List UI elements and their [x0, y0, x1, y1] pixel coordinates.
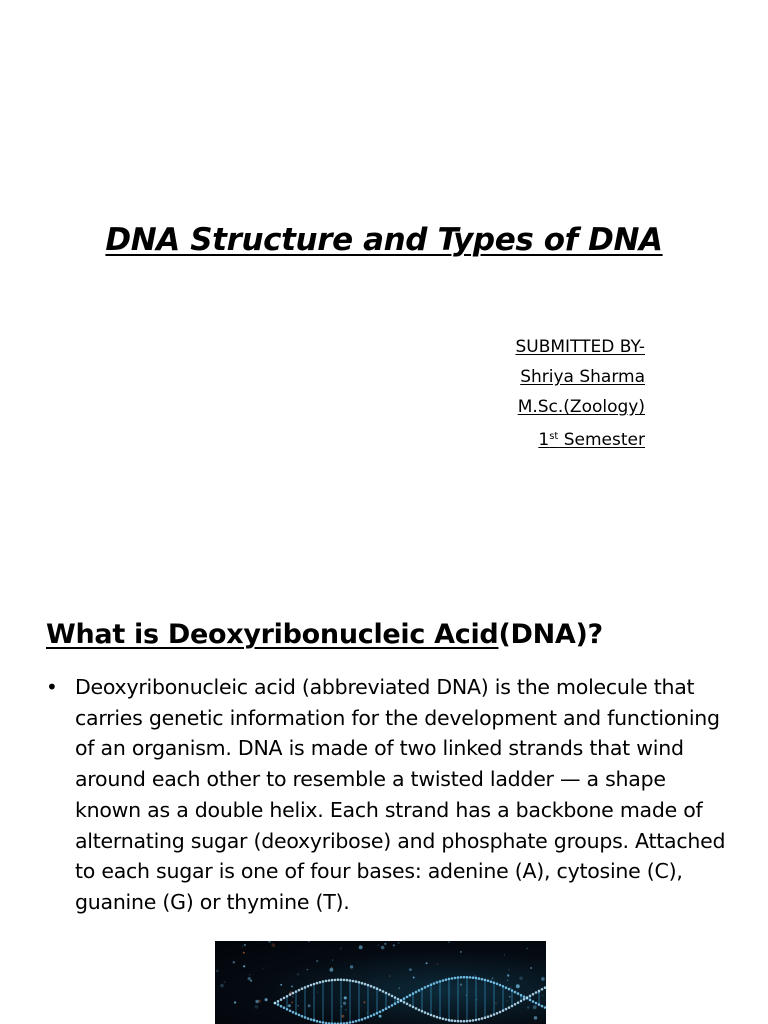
- helix-strand-dot: [499, 984, 502, 987]
- particle: [263, 968, 264, 969]
- helix-strand-dot: [529, 995, 532, 998]
- helix-strand-dot: [472, 1019, 475, 1022]
- helix-strand-dot: [283, 997, 286, 1000]
- helix-strand-dot: [385, 992, 388, 995]
- helix-strand-dot: [385, 1007, 388, 1010]
- semester-suffix: st: [549, 431, 559, 442]
- helix-strand-dot: [283, 1006, 286, 1009]
- helix-strand-dot: [496, 1012, 499, 1015]
- helix-strand-dot: [370, 985, 373, 988]
- particle: [359, 945, 363, 949]
- helix-strand-dot: [463, 976, 466, 979]
- particle: [363, 1001, 365, 1003]
- particle: [243, 952, 245, 954]
- helix-strand-dot: [451, 1019, 454, 1022]
- helix-strand-dot: [442, 979, 445, 982]
- helix-strand-dot: [289, 993, 292, 996]
- particle: [389, 975, 390, 976]
- helix-strand-dot: [388, 1006, 391, 1009]
- helix-strand-dot: [472, 976, 475, 979]
- helix-strand-dot: [340, 978, 343, 981]
- helix-strand-dot: [508, 988, 511, 991]
- helix-strand-dot: [430, 983, 433, 986]
- helix-strand-dot: [490, 1014, 493, 1017]
- helix-strand-dot: [349, 1021, 352, 1024]
- particle: [516, 984, 520, 988]
- helix-strand-dot: [439, 1017, 442, 1020]
- particle: [234, 1001, 236, 1003]
- helix-strand-dot: [427, 1013, 430, 1016]
- helix-strand-dot: [367, 1016, 370, 1019]
- particle: [233, 961, 235, 963]
- helix-strand-dot: [313, 1019, 316, 1022]
- helix-strand-dot: [490, 980, 493, 983]
- helix-strand-dot: [433, 1015, 436, 1018]
- helix-strand-dot: [502, 1009, 505, 1012]
- particle: [448, 941, 450, 943]
- helix-strand-dot: [433, 982, 436, 985]
- helix-strand-dot: [280, 1005, 283, 1008]
- helix-strand-dot: [466, 1020, 469, 1023]
- semester-number: 1: [538, 430, 550, 450]
- particle: [268, 941, 271, 943]
- helix-strand-dot: [286, 995, 289, 998]
- helix-strand-dot: [358, 1019, 361, 1022]
- slide-title: DNA Structure and Types of DNA: [105, 222, 663, 258]
- helix-strand-dot: [274, 1002, 277, 1005]
- helix-strand-dot: [316, 982, 319, 985]
- helix-strand-dot: [454, 977, 457, 980]
- helix-strand-dot: [343, 979, 346, 982]
- particle: [533, 1005, 537, 1009]
- helix-strand-dot: [451, 977, 454, 980]
- dna-helix-image: [215, 941, 546, 1024]
- helix-strand-dot: [430, 1014, 433, 1017]
- particle: [379, 1015, 382, 1018]
- helix-strand-dot: [361, 1018, 364, 1021]
- helix-strand-dot: [511, 1005, 514, 1008]
- bullet-list: [46, 672, 726, 918]
- helix-strand-dot: [346, 979, 349, 982]
- particle: [491, 977, 493, 979]
- particle: [409, 968, 412, 971]
- helix-strand-dot: [544, 986, 546, 989]
- helix-strand-dot: [277, 1003, 280, 1006]
- helix-strand-dot: [391, 1004, 394, 1007]
- particle: [519, 977, 523, 981]
- helix-strand-dot: [376, 1012, 379, 1015]
- particle: [494, 1002, 497, 1005]
- helix-strand-dot: [352, 1021, 355, 1024]
- helix-strand-dot: [388, 993, 391, 996]
- helix-strand-dot: [412, 1006, 415, 1009]
- helix-strand-dot: [310, 984, 313, 987]
- helix-strand-dot: [307, 1017, 310, 1020]
- particle: [216, 970, 219, 973]
- helix-strand-dot: [400, 999, 403, 1002]
- helix-strand-dot: [373, 1013, 376, 1016]
- helix-strand-dot: [436, 1016, 439, 1019]
- helix-strand-dot: [442, 1018, 445, 1021]
- particle: [381, 946, 385, 950]
- helix-strand-dot: [298, 989, 301, 992]
- section-heading: [46, 619, 603, 650]
- particle: [280, 984, 282, 986]
- helix-strand-dot: [295, 1012, 298, 1015]
- helix-strand-dot: [397, 998, 400, 1001]
- helix-strand-dot: [514, 1003, 517, 1006]
- helix-strand-dot: [418, 1009, 421, 1012]
- particle: [255, 1005, 259, 1009]
- helix-strand-dot: [370, 1015, 373, 1018]
- particle: [376, 979, 377, 980]
- helix-strand-dot: [460, 1020, 463, 1023]
- submitted-by-label: SUBMITTED BY-: [515, 337, 645, 357]
- helix-strand-dot: [538, 1003, 541, 1006]
- helix-strand-dot: [304, 1016, 307, 1019]
- particle: [244, 944, 246, 946]
- helix-strand-dot: [382, 1009, 385, 1012]
- helix-strand-dot: [484, 1016, 487, 1019]
- helix-strand-dot: [511, 989, 514, 992]
- particle: [343, 1002, 346, 1005]
- helix-strand-dot: [424, 986, 427, 989]
- particle: [258, 1000, 261, 1003]
- bullet-icon: •: [46, 675, 58, 699]
- particle: [460, 984, 462, 986]
- helix-strand-dot: [298, 1014, 301, 1017]
- helix-strand-dot: [448, 978, 451, 981]
- helix-strand-dot: [394, 996, 397, 999]
- helix-strand-dot: [355, 980, 358, 983]
- particle: [534, 1016, 538, 1020]
- helix-strand-dot: [484, 979, 487, 982]
- helix-strand-dot: [481, 1017, 484, 1020]
- particle: [398, 942, 400, 944]
- particle: [223, 981, 225, 983]
- particle: [243, 965, 245, 967]
- particle: [345, 1009, 346, 1010]
- helix-strand-dot: [358, 981, 361, 984]
- helix-strand-dot: [478, 1018, 481, 1021]
- particle: [384, 943, 386, 945]
- particle: [507, 1000, 508, 1001]
- helix-strand-dot: [316, 1020, 319, 1023]
- helix-strand-dot: [379, 989, 382, 992]
- particle: [542, 995, 543, 996]
- helix-strand-dot: [352, 980, 355, 983]
- helix-strand-dot: [367, 984, 370, 987]
- author-semester: [515, 422, 645, 455]
- particle: [317, 992, 318, 993]
- helix-strand-dot: [505, 1008, 508, 1011]
- helix-strand-dot: [517, 1001, 520, 1004]
- helix-strand-dot: [532, 993, 535, 996]
- helix-strand-dot: [406, 996, 409, 999]
- helix-strand-dot: [361, 982, 364, 985]
- helix-strand-dot: [286, 1008, 289, 1011]
- helix-strand-dot: [403, 997, 406, 1000]
- helix-strand-dot: [448, 1019, 451, 1022]
- helix-strand-dot: [382, 990, 385, 993]
- helix-strand-dot: [424, 1011, 427, 1014]
- particle: [344, 996, 347, 999]
- helix-strand-dot: [301, 987, 304, 990]
- helix-strand-dot: [535, 991, 538, 994]
- particle: [308, 1004, 311, 1007]
- helix-strand-dot: [373, 986, 376, 989]
- helix-strand-dot: [328, 979, 331, 982]
- particle: [220, 984, 223, 987]
- helix-strand-dot: [415, 991, 418, 994]
- helix-strand-dot: [520, 994, 523, 997]
- helix-strand-dot: [475, 977, 478, 980]
- particle: [509, 996, 511, 998]
- helix-strand-dot: [355, 1020, 358, 1023]
- particle: [508, 969, 510, 971]
- semester-word: Semester: [558, 430, 645, 450]
- helix-strand-dot: [418, 989, 421, 992]
- helix-strand-dot: [523, 998, 526, 1001]
- helix-strand-dot: [457, 976, 460, 979]
- section-heading-rest: (DNA)?: [498, 619, 603, 650]
- particle: [316, 960, 318, 962]
- helix-strand-dot: [478, 977, 481, 980]
- helix-strand-dot: [529, 999, 532, 1002]
- helix-strand-dot: [364, 1017, 367, 1020]
- helix-strand-dot: [436, 981, 439, 984]
- particle: [271, 943, 275, 947]
- helix-strand-dot: [544, 1006, 546, 1009]
- helix-strand-dot: [487, 1015, 490, 1018]
- helix-strand-dot: [439, 980, 442, 983]
- helix-strand-dot: [337, 978, 340, 981]
- helix-strand-dot: [301, 1015, 304, 1018]
- helix-strand-dot: [331, 979, 334, 982]
- particle: [413, 977, 415, 979]
- helix-strand-dot: [295, 990, 298, 993]
- helix-strand-dot: [277, 1000, 280, 1003]
- helix-strand-dot: [460, 976, 463, 979]
- particle: [332, 959, 334, 961]
- particle: [340, 947, 342, 949]
- particle: [329, 968, 333, 972]
- helix-strand-dot: [322, 1021, 325, 1024]
- helix-strand-dot: [508, 1006, 511, 1009]
- particle: [249, 974, 251, 976]
- particle: [291, 1002, 293, 1004]
- helix-strand-dot: [304, 986, 307, 989]
- helix-strand-dot: [541, 1005, 544, 1008]
- helix-strand-dot: [499, 1011, 502, 1014]
- particle: [530, 967, 532, 969]
- bullet-text: Deoxyribonucleic acid (abbreviated DNA) is the molecule that carries genetic information for the development and functioning of an organism. DNA is made of two linked strands that wind around each other to resemble a twisted ladder — a shape known as a double helix. Each strand has a backbone made of alternating sugar (deoxyribose) and phosphate groups. Attached to each sugar is one of four bases: adenine (A), cytosine (C), guanine (G) or thymine (T).: [75, 675, 726, 914]
- helix-strand-dot: [376, 987, 379, 990]
- helix-strand-dot: [454, 1020, 457, 1023]
- helix-strand-dot: [319, 1021, 322, 1024]
- helix-strand-dot: [523, 995, 526, 998]
- particle: [426, 962, 428, 964]
- author-name: Shriya Sharma: [520, 367, 645, 387]
- helix-strand-dot: [406, 1003, 409, 1006]
- helix-strand-dot: [469, 1020, 472, 1023]
- helix-strand-dot: [469, 976, 472, 979]
- helix-strand-dot: [532, 1000, 535, 1003]
- particle: [350, 965, 353, 968]
- helix-strand-dot: [517, 992, 520, 995]
- particle: [291, 985, 293, 987]
- particle: [341, 1015, 344, 1018]
- particle: [297, 973, 299, 975]
- particle: [510, 988, 511, 989]
- particle: [248, 977, 251, 980]
- helix-strand-dot: [409, 994, 412, 997]
- helix-strand-dot: [334, 979, 337, 982]
- helix-strand-dot: [280, 998, 283, 1001]
- helix-strand-dot: [526, 996, 529, 999]
- helix-strand-dot: [463, 1020, 466, 1023]
- helix-strand-dot: [289, 1010, 292, 1013]
- helix-strand-dot: [493, 1013, 496, 1016]
- author-course: M.Sc.(Zoology): [517, 397, 645, 417]
- helix-strand-dot: [319, 981, 322, 984]
- list-item: [46, 672, 726, 918]
- particle: [507, 979, 509, 981]
- helix-strand-dot: [445, 1018, 448, 1021]
- helix-strand-dot: [427, 985, 430, 988]
- helix-strand-dot: [514, 991, 517, 994]
- particle: [393, 944, 395, 946]
- particle: [288, 1004, 291, 1007]
- helix-strand-dot: [505, 986, 508, 989]
- helix-strand-dot: [457, 1020, 460, 1023]
- helix-strand-dot: [394, 1002, 397, 1005]
- particle: [527, 1007, 529, 1009]
- particle: [242, 946, 243, 947]
- helix-strand-dot: [421, 988, 424, 991]
- helix-strand-dot: [421, 1010, 424, 1013]
- helix-strand-dot: [520, 1000, 523, 1003]
- particle: [437, 964, 438, 965]
- helix-strand-dot: [403, 1001, 406, 1004]
- helix-strand-dot: [493, 981, 496, 984]
- particle: [307, 969, 309, 971]
- helix-strand-dot: [292, 1011, 295, 1014]
- helix-strand-dot: [409, 1004, 412, 1007]
- helix-strand-dot: [481, 978, 484, 981]
- helix-strand-dot: [313, 983, 316, 986]
- particle: [460, 951, 462, 953]
- helix-strand-dot: [538, 990, 541, 993]
- helix-strand-dot: [325, 980, 328, 983]
- helix-strand-dot: [349, 979, 352, 982]
- helix-strand-dot: [292, 992, 295, 995]
- helix-strand-dot: [535, 1002, 538, 1005]
- helix-strand-dot: [397, 1001, 400, 1004]
- helix-strand-dot: [475, 1019, 478, 1022]
- dna-helix-icon: [215, 941, 546, 1024]
- helix-strand-dot: [445, 978, 448, 981]
- particle: [504, 955, 505, 956]
- particle: [265, 998, 268, 1001]
- helix-strand-dot: [364, 983, 367, 986]
- helix-strand-dot: [379, 1011, 382, 1014]
- helix-strand-dot: [412, 992, 415, 995]
- helix-strand-dot: [391, 995, 394, 998]
- helix-strand-dot: [466, 976, 469, 979]
- helix-strand-dot: [502, 985, 505, 988]
- helix-strand-dot: [310, 1018, 313, 1021]
- particle: [399, 988, 400, 989]
- helix-strand-dot: [307, 985, 310, 988]
- helix-strand-dot: [487, 979, 490, 982]
- particle: [308, 941, 310, 942]
- particle: [292, 996, 293, 997]
- helix-strand-dot: [415, 1007, 418, 1010]
- particle: [378, 944, 380, 946]
- submitted-by-block: [515, 332, 645, 455]
- particle: [250, 980, 252, 982]
- particle: [526, 947, 528, 949]
- particle: [507, 974, 509, 976]
- helix-strand-dot: [322, 980, 325, 983]
- helix-strand-dot: [541, 988, 544, 991]
- helix-strand-dot: [496, 983, 499, 986]
- particle: [541, 977, 545, 981]
- section-heading-underlined: What is Deoxyribonucleic Acid: [46, 619, 499, 650]
- particle: [297, 1005, 299, 1007]
